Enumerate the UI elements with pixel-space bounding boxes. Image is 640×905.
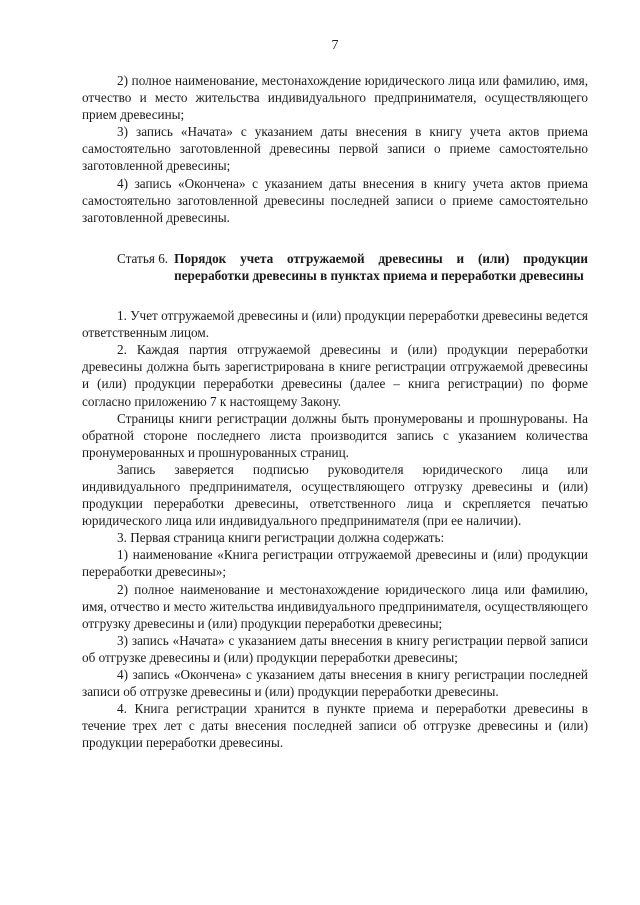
paragraph: 1) наименование «Книга регистрации отгружаемой древесины и (или) продукции переработки древесины»; — [82, 547, 588, 580]
paragraph: Запись заверяется подписью руководителя юридического лица или индивидуального предпринимателя, осуществляющего отгрузку древесины и (или) продукции переработки древесины, ответственного лица и скрепляется печатью юридического лица или индивидуального предпринимателя (при ее наличии). — [82, 461, 588, 529]
paragraph: 2) полное наименование и местонахождение юридического лица или фамилию, имя, отчество и место жительства индивидуального предпринимателя, осуществляющего отгрузку древесины и (или) продукции переработки древесины; — [82, 581, 588, 631]
paragraph: 4. Книга регистрации хранится в пункте приема и переработки древесины в течение трех лет с даты внесения последней записи об отгрузке древесины и (или) продукции переработки древесины. — [82, 701, 588, 751]
paragraph: 3) запись «Начата» с указанием даты внесения в книгу регистрации первой записи об отгрузке древесины и (или) продукции переработки древесины; — [82, 632, 588, 665]
paragraph: 3) запись «Начата» с указанием даты внесения в книгу учета актов приема самостоятельно заготовленной древесины первой записи о приеме самостоятельно заготовленной древесины; — [82, 124, 588, 174]
page-number: 7 — [331, 38, 339, 53]
article-label: Статья 6. — [117, 250, 169, 266]
paragraph: 2) полное наименование, местонахождение юридического лица или фамилию, имя, отчество и место жительства индивидуального предпринимателя, осуществляющего прием древесины; — [82, 73, 588, 123]
article-title: Порядок учета отгружаемой древесины и (или) продукции переработки древесины в пунктах приема и переработки древесины — [174, 250, 588, 283]
paragraph: 4) запись «Окончена» с указанием даты внесения в книгу учета актов приема самостоятельно заготовленной древесины последней записи о приеме самостоятельно заготовленной древесины. — [82, 175, 588, 225]
paragraph: 3. Первая страница книги регистрации должна содержать: — [117, 530, 445, 546]
document-page — [82, 38, 588, 751]
paragraph: 2. Каждая партия отгружаемой древесины и (или) продукции переработки древесины должна быть зарегистрирована в книге регистрации отгружаемой древесины и (или) продукции переработки древесины (далее – книга регистрации) по форме согласно приложению 7 к настоящему Закону. — [82, 342, 588, 409]
article-heading — [82, 250, 588, 284]
paragraph: 4) запись «Окончена» с указанием даты внесения в книгу регистрации последней записи об отгрузке древесины и (или) продукции переработки древесины. — [82, 667, 588, 700]
paragraph: Страницы книги регистрации должны быть пронумерованы и прошнурованы. На обратной стороне последнего листа производится запись с указанием количества пронумерованных и прошнурованных страниц. — [82, 410, 588, 460]
paragraph: 1. Учет отгружаемой древесины и (или) продукции переработки древесины ведется ответственным лицом. — [82, 308, 588, 341]
